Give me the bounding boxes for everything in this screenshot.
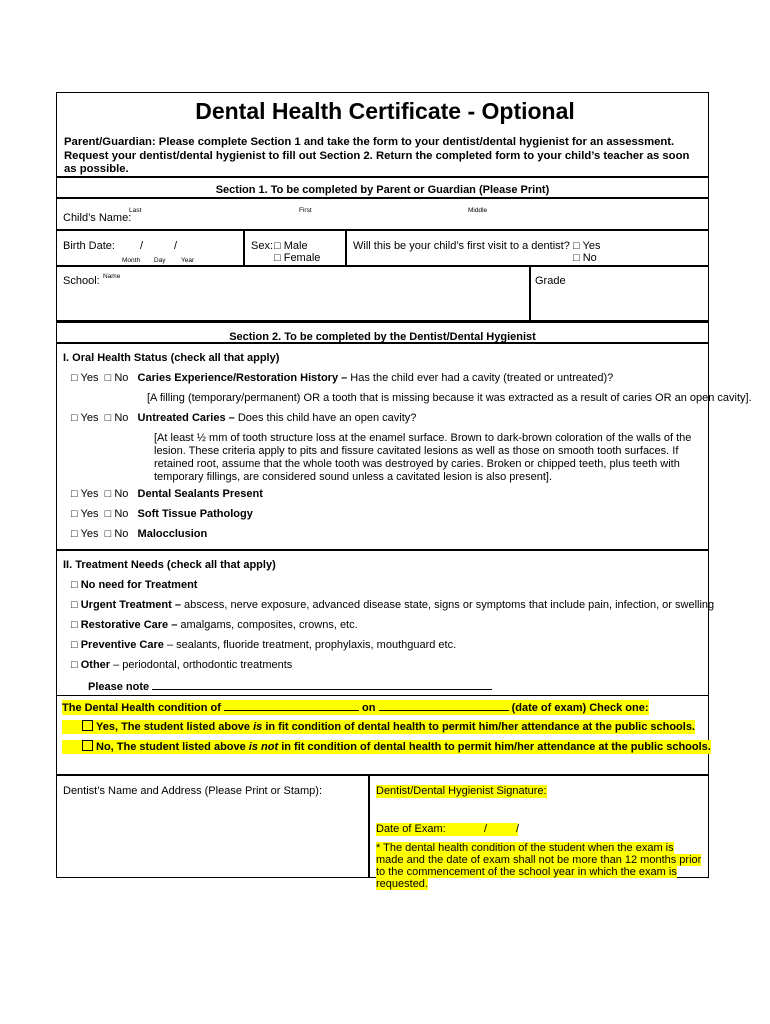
checkbox-icon[interactable]: □ [573, 252, 580, 264]
checkbox-icon[interactable]: □ [104, 508, 112, 520]
condition-line [62, 700, 649, 715]
treatment-needs-section [56, 550, 715, 696]
t3-title: Restorative Care – [80, 619, 178, 631]
checkbox-icon[interactable]: □ [71, 372, 78, 384]
option-no-b: in fit condition of dental health to permit him/her attendance at the public schools. [278, 741, 711, 753]
option-no-row[interactable] [62, 740, 711, 754]
checkbox-icon[interactable] [82, 720, 93, 731]
checkbox-icon[interactable]: □ [71, 579, 78, 591]
checkbox-icon[interactable]: □ [573, 240, 580, 252]
t1-title: No need for Treatment [80, 579, 198, 591]
signature-label: Dentist/Dental Hygienist Signature: [376, 785, 547, 797]
school-label: School: [63, 275, 100, 287]
item2-yes[interactable] [71, 412, 98, 424]
option-yes-a: Yes, The student listed above [96, 721, 254, 733]
school-cell[interactable] [56, 266, 530, 321]
first-visit-no[interactable] [573, 252, 597, 265]
last-name-caption: Last [129, 207, 142, 214]
date-of-exam-row[interactable] [376, 823, 518, 836]
checkbox-icon[interactable]: □ [71, 528, 78, 540]
condition-suffix: (date of exam) Check one: [511, 702, 649, 714]
exam-date-line[interactable] [379, 700, 509, 711]
birth-date-label: Birth Date: [63, 240, 115, 252]
section1-header-box [56, 176, 709, 198]
t3-text: amalgams, composites, crowns, etc. [177, 619, 358, 631]
checkbox-icon[interactable]: □ [104, 528, 112, 540]
year-caption: Year [181, 257, 195, 264]
signature-cell[interactable] [369, 774, 709, 890]
form-content [56, 92, 752, 890]
treatment-option-3[interactable] [71, 619, 358, 632]
section2-header-box [56, 321, 709, 343]
item1-text: Has the child ever had a cavity (treated or untreated)? [347, 372, 614, 384]
item2-title: Untreated Caries – [137, 412, 235, 424]
birth-date-cell[interactable] [56, 230, 244, 266]
oral-health-title: I. Oral Health Status (check all that apply) [63, 352, 280, 364]
item3-no[interactable] [105, 488, 129, 500]
t4-title: Preventive Care [80, 639, 164, 651]
item5-row [71, 528, 207, 541]
item5-title: Malocclusion [137, 528, 208, 540]
option-yes-row[interactable] [62, 720, 695, 734]
t2-text: abscess, nerve exposure, advanced disease state, signs or symptoms that include pain, infection, or swelling [180, 599, 715, 611]
page-title: Dental Health Certificate - Optional [195, 98, 575, 124]
checkbox-icon[interactable]: □ [71, 599, 78, 611]
item4-title: Soft Tissue Pathology [137, 508, 253, 520]
dentist-name-label: Dentist’s Name and Address (Please Print or Stamp): [63, 785, 323, 797]
school-name-caption: Name [103, 273, 121, 280]
checkbox-icon[interactable]: □ [71, 619, 78, 631]
yes-label: Yes [80, 528, 99, 540]
no-label: No [114, 528, 129, 540]
option-yes-b: in fit condition of dental health to permit him/her attendance at the public schools. [262, 721, 695, 733]
item2-note: [At least ½ mm of tooth structure loss at the enamel surface. Brown to dark-brown coloration of the walls of the lesion. These criteria apply to pits and fissure cavitated lesions as well as those on smooth tooth surfaces. If retained root, assume that the whole tooth was destroyed by caries. Broken or chipped teeth, plus teeth with temporary fillings, are considered sound unless a cavitated lesion is also present]. [154, 432, 692, 483]
condition-prefix: The Dental Health condition of [62, 702, 221, 714]
option-no-isnot: is not [248, 741, 279, 753]
checkbox-icon[interactable]: □ [71, 639, 78, 651]
footnote-text: * The dental health condition of the student when the exam is made and the date of exam shall not be more than 12 months prior to the commencement of the school year in which the exam is requested. [376, 842, 702, 890]
item3-yes[interactable] [71, 488, 98, 500]
treatment-title: II. Treatment Needs (check all that apply) [63, 559, 276, 571]
checkbox-icon[interactable]: □ [71, 488, 78, 500]
item1-row [71, 372, 613, 385]
footnote [376, 842, 704, 890]
grade-cell[interactable] [530, 266, 709, 321]
treatment-option-5[interactable] [71, 659, 292, 672]
no-label: No [114, 372, 129, 384]
t4-text: – sealants, fluoride treatment, prophylaxis, mouthguard etc. [163, 639, 457, 651]
t5-text: – periodontal, orthodontic treatments [110, 659, 293, 671]
first-visit-cell [346, 230, 709, 266]
item5-yes[interactable] [71, 528, 98, 540]
item2-text: Does this child have an open cavity? [234, 412, 417, 424]
middle-name-caption: Middle [468, 207, 488, 214]
female-label: Female [283, 252, 321, 264]
item5-no[interactable] [105, 528, 129, 540]
month-caption: Month [122, 257, 141, 264]
treatment-option-4[interactable] [71, 639, 456, 652]
item1-no[interactable] [105, 372, 129, 384]
option-yes-is: is [253, 721, 263, 733]
childs-name-label: Child’s Name: [63, 212, 132, 224]
first-visit-question: Will this be your child’s first visit to a dentist? [353, 240, 570, 252]
birth-date-slash-1: / [140, 240, 144, 252]
item4-row [71, 508, 253, 521]
please-note-line[interactable] [152, 679, 492, 690]
item1-title: Caries Experience/Restoration History – [137, 372, 348, 384]
grade-label: Grade [535, 275, 566, 287]
treatment-option-1[interactable] [71, 579, 197, 592]
no-label: No [114, 508, 129, 520]
section2-header: Section 2. To be completed by the Dentist/Dental Hygienist [229, 331, 536, 343]
treatment-option-2[interactable] [71, 599, 714, 612]
first-name-caption: First [299, 207, 312, 214]
yes-label: Yes [80, 508, 99, 520]
item1-note: [A filling (temporary/permanent) OR a tooth that is missing because it was extracted as a result of caries OR an open cavity]. [147, 392, 752, 404]
day-caption: Day [154, 257, 166, 264]
item4-no[interactable] [105, 508, 129, 520]
item1-yes[interactable] [71, 372, 98, 384]
checkbox-icon[interactable]: □ [274, 252, 281, 264]
checkbox-icon[interactable]: □ [104, 372, 112, 384]
no-label: No [114, 412, 129, 424]
item2-row [71, 412, 416, 425]
yes-label: Yes [80, 488, 99, 500]
condition-section [56, 696, 709, 766]
sex-cell [244, 230, 346, 266]
male-label: Male [283, 240, 308, 252]
item3-title: Dental Sealants Present [137, 488, 263, 500]
t5-title: Other [80, 659, 111, 671]
checkbox-icon[interactable]: □ [274, 240, 281, 252]
exam-date-slash-2: / [516, 823, 520, 835]
yes-label: Yes [80, 412, 99, 424]
please-note-label: Please note [88, 681, 150, 693]
item4-yes[interactable] [71, 508, 98, 520]
item2-no[interactable] [105, 412, 129, 424]
checkbox-icon[interactable]: □ [104, 412, 112, 424]
exam-date-slash-1: / [484, 823, 488, 835]
sex-label: Sex: [251, 240, 274, 252]
student-name-line[interactable] [224, 700, 359, 711]
checkbox-icon[interactable]: □ [71, 508, 78, 520]
yes-label: Yes [80, 372, 99, 384]
section1-header: Section 1. To be completed by Parent or Guardian (Please Print) [215, 184, 550, 196]
checkbox-icon[interactable] [82, 740, 93, 751]
first-visit-no-label: No [582, 252, 597, 264]
childs-name-row[interactable] [56, 198, 709, 230]
date-of-exam-label: Date of Exam: [376, 823, 446, 835]
option-no-a: No, The student listed above [96, 741, 249, 753]
checkbox-icon[interactable]: □ [104, 488, 112, 500]
oral-health-section [56, 343, 752, 550]
dentist-name-cell[interactable] [56, 774, 369, 878]
item3-row [71, 488, 263, 501]
first-visit-yes-label: Yes [582, 240, 601, 252]
please-note-row[interactable] [88, 679, 492, 694]
t2-title: Urgent Treatment – [80, 599, 181, 611]
checkbox-icon[interactable]: □ [71, 412, 78, 424]
checkbox-icon[interactable]: □ [71, 659, 78, 671]
intro-text: Parent/Guardian: Please complete Section 1 and take the form to your dentist/dental hygienist for an assessment. Request your dentist/dental hygienist to fill out Section 2. Return the completed form to your child’s teacher as soon as possible. [64, 136, 690, 175]
birth-date-slash-2: / [174, 240, 178, 252]
condition-on: on [362, 702, 376, 714]
sex-female-option[interactable] [274, 252, 320, 265]
no-label: No [114, 488, 129, 500]
